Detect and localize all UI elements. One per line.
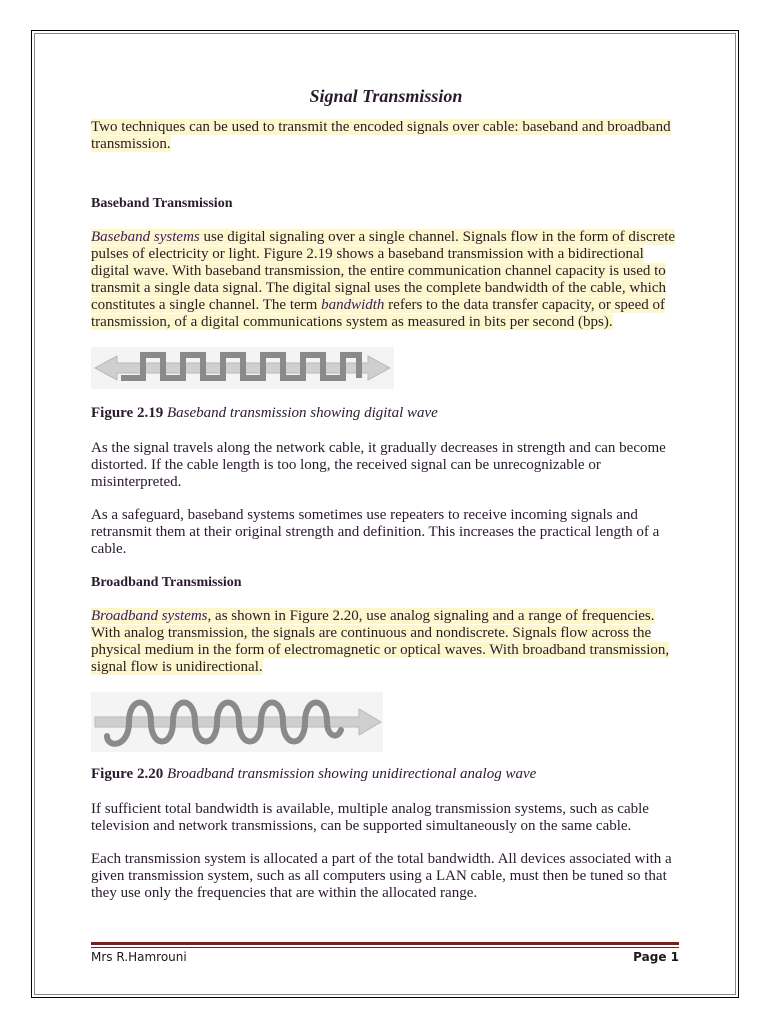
intro-paragraph bbox=[91, 119, 681, 153]
broadband-p1-text: , as shown in Figure 2.20, use analog signaling and a range of frequencies. With analog transmission, the signals are continuous and nondiscrete. Signals flow across the physical medium in the form of electromagnetic or optical waves. With broadband transmission, signal flow is unidirectional. bbox=[91, 608, 670, 675]
figure-caption-text-2-19: Baseband transmission showing digital wave bbox=[163, 405, 438, 421]
broadband-paragraph-2: If sufficient total bandwidth is available, multiple analog transmission systems, such as cable television and network transmissions, can be supported simultaneously on the same cable. bbox=[91, 801, 649, 834]
figure-caption-text-2-20: Broadband transmission showing unidirectional analog wave bbox=[163, 766, 537, 782]
figure-label-2-20: Figure 2.20 bbox=[91, 766, 164, 782]
figure-caption-2-20 bbox=[91, 766, 681, 783]
intro-text: Two techniques can be used to transmit the encoded signals over cable: baseband and broadband transmission. bbox=[91, 119, 671, 152]
footer-page-number: Page 1 bbox=[633, 950, 679, 964]
term-broadband-systems: Broadband systems bbox=[91, 608, 208, 624]
broadband-paragraph-1 bbox=[91, 608, 681, 676]
baseband-paragraph-3: As a safeguard, baseband systems sometimes use repeaters to receive incoming signals and retransmit them at their original strength and definition. This increases the practical length of a cable. bbox=[91, 507, 660, 557]
broadband-paragraph-3: Each transmission system is allocated a part of the total bandwidth. All devices associated with a given transmission system, such as all computers using a LAN cable, must then be tuned so that they use only the frequencies that are within the allocated range. bbox=[91, 851, 672, 901]
section-heading-baseband: Baseband Transmission bbox=[91, 196, 233, 211]
figure-analog-wave bbox=[91, 692, 383, 752]
baseband-p1-highlight bbox=[91, 229, 675, 330]
footer-rule bbox=[91, 942, 679, 948]
baseband-paragraph-1 bbox=[91, 229, 681, 331]
term-baseband-systems: Baseband systems bbox=[91, 229, 200, 245]
footer-rule-thin bbox=[91, 947, 679, 948]
figure-caption-2-19 bbox=[91, 405, 681, 422]
broadband-p1-highlight bbox=[91, 608, 669, 675]
term-bandwidth: bandwidth bbox=[321, 297, 385, 313]
baseband-p1-text-b: refers to the data transfer capacity, or speed of transmission, of a digital communications system as measured in bits per second (bps). bbox=[91, 297, 665, 330]
footer-author: Mrs R.Hamrouni bbox=[91, 950, 187, 964]
page-title: Signal Transmission bbox=[309, 86, 463, 106]
baseband-p1-text-a: use digital signaling over a single channel. Signals flow in the form of discrete pulses of electricity or light. Figure 2.19 shows a baseband transmission with a bidirectional digital wave. With baseband transmission, the entire communication channel capacity is used to transmit a single data signal. The digital signal uses the complete bandwidth of the cable, which constitutes a single channel. The term bbox=[91, 229, 676, 313]
section-heading-broadband: Broadband Transmission bbox=[91, 575, 242, 590]
document-body bbox=[91, 88, 681, 918]
baseband-paragraph-2: As the signal travels along the network cable, it gradually decreases in strength and can become distorted. If the cable length is too long, the received signal can be unrecognizable or misinterpreted. bbox=[91, 440, 666, 490]
figure-digital-wave bbox=[91, 347, 394, 389]
figure-label-2-19: Figure 2.19 bbox=[91, 405, 164, 421]
footer-rule-thick bbox=[91, 942, 679, 945]
